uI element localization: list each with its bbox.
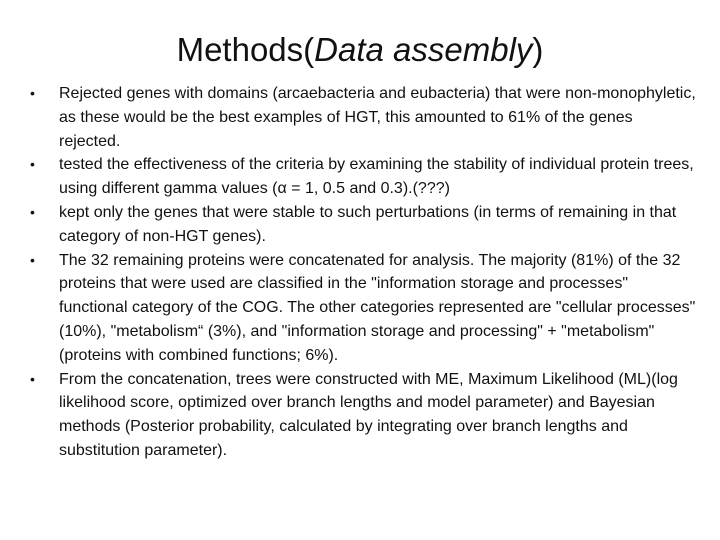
bullet-text: The 32 remaining proteins were concatenated for analysis. The majority (81%) of the 32 proteins that were used are classified in the "information storage and processes" functional category of the COG. The other categories represented are "cellular processes" (10%), "metabolism“ (3%), and "information storage and processing" + "metabolism" (proteins with combined functions; 6%). (59, 251, 696, 364)
bullet-text: tested the effectiveness of the criteria by examining the stability of individual protein trees, using different gamma values (α = 1, 0.5 and 0.3).(???) (59, 156, 694, 198)
bullet-item (30, 153, 696, 201)
bullet-text: From the concatenation, trees were constructed with ME, Maximum Likelihood (ML)(log likelihood score, optimized over branch lengths and model parameter) and Bayesian methods (Posterior probability, calculated by integrating over branch lengths and substitution parameter). (59, 370, 678, 459)
bullet-item (30, 82, 696, 153)
bullet-text: Rejected genes with domains (arcaebacteria and eubacteria) that were non-monophyletic, as these would be the best examples of HGT, this amounted to 61% of the genes rejected. (59, 85, 696, 150)
title-prefix: Methods( (176, 31, 315, 68)
bullet-dot-icon: • (30, 370, 35, 387)
bullet-dot-icon: • (30, 85, 35, 101)
bullet-dot-icon: • (30, 251, 35, 268)
bullet-text: kept only the genes that were stable to such perturbations (in terms of remaining in that category of non-HGT genes). (59, 203, 677, 245)
title-emphasis: Data assembly (314, 31, 533, 68)
bullet-dot-icon: • (30, 156, 35, 173)
slide-title (0, 30, 720, 70)
bullet-item (30, 368, 696, 463)
bullet-list (30, 82, 696, 463)
bullet-item (30, 249, 696, 368)
title-suffix: ) (532, 31, 544, 68)
bullet-item (30, 201, 696, 249)
bullet-dot-icon: • (30, 203, 35, 220)
